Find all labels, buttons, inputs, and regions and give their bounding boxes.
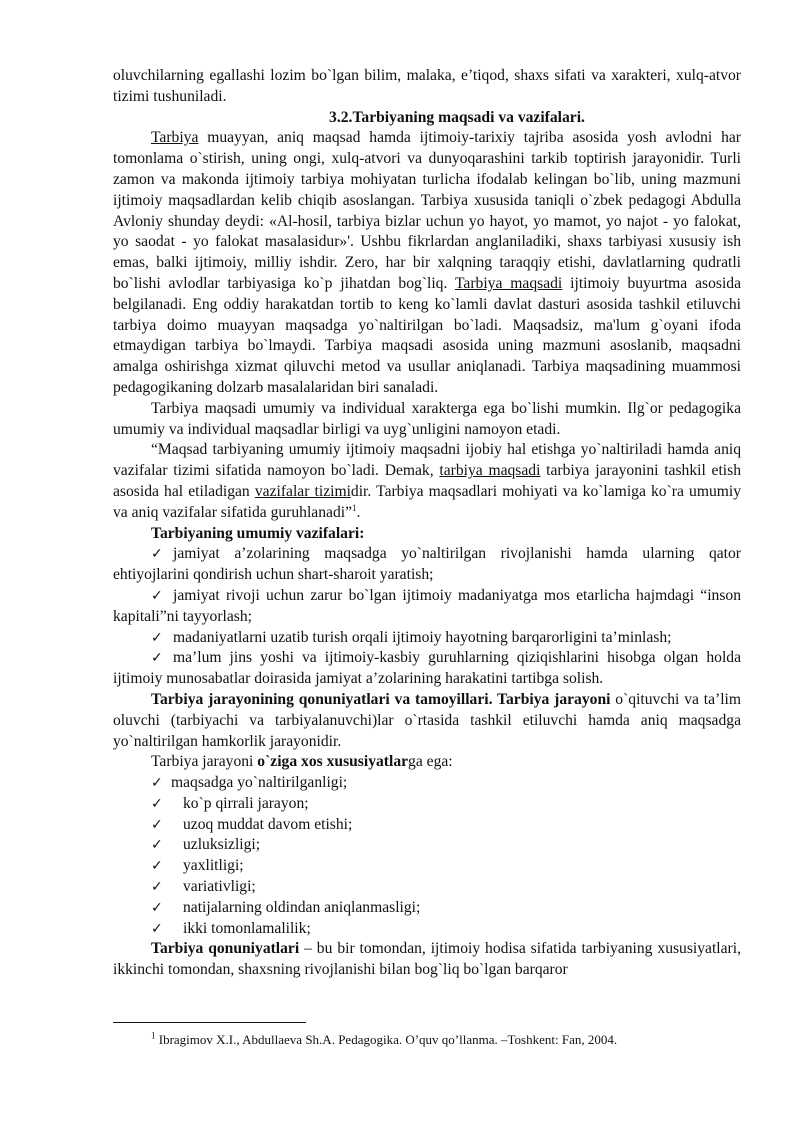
paragraph-text: o`qituvchi va ta’lim oluvchi (tarbiyachi va tarbiyalanuvchi)lar o`rtasida tashkil etiluvchi hamda aniq maqsadga yo`naltirilgan hamkorlik jarayonidir. [113,690,741,750]
paragraph-text: ga ega: [408,753,453,771]
paragraph-goal-types: Tarbiya maqsadi umumiy va individual xarakterga ega bo`lishi mumkin. Ilg`or pedagogika umumiy va individual maqsadlar birligi va uyg`unligini namoyon etadi. [113,399,741,438]
task-text: madaniyatlarni uzatib turish orqali ijtimoiy hayotning barqarorligini ta’minlash; [173,628,672,646]
paragraph-intro: oluvchilarning egallashi lozim bo`lgan bilim, malaka, e’tiqod, shaxs sifati va xarakteri, xulq-atvor tizimi tushuniladi. [113,67,741,105]
paragraph-quote [113,440,741,523]
check-icon: ✓ [151,858,163,875]
feature-item [113,877,741,898]
check-icon: ✓ [151,546,163,563]
feature-text: uzluksizligi; [183,836,261,854]
paragraph-features-intro [113,752,741,773]
paragraph-text: tarbiya jarayonini tashkil etish asosida hal etiladigan [113,462,741,500]
feature-text: ikki tomonlamalilik; [183,919,311,937]
feature-item [113,898,741,919]
feature-item [113,835,741,856]
feature-text: ko`p qirrali jarayon; [183,794,309,812]
check-icon: ✓ [151,650,163,667]
link-tarbiya-maqsadi[interactable]: Tarbiya maqsadi [455,274,563,292]
feature-item [113,815,741,836]
paragraph-text: – bu bir tomondan, ijtimoiy hodisa sifatida tarbiyaning xususiyatlari, ikkinchi tomondan, shaxsning rivojlanishi bilan bog`liq bo`lgan barqaror [113,940,741,979]
feature-item [113,794,741,815]
check-icon: ✓ [151,837,163,854]
feature-text: yaxlitligi; [183,857,244,875]
feature-text: natijalarning oldindan aniqlanmasligi; [183,898,421,916]
footnote-text: Ibragimov X.I., Abdullaeva Sh.A. Pedagogika. O’quv qo’llanma. –Toshkent: Fan, 2004. [155,1032,618,1047]
link-vazifalar-tizimi[interactable]: vazifalar tizimi [254,482,351,500]
check-icon: ✓ [151,816,163,833]
feature-text: variativligi; [183,878,256,896]
paragraph-text: muayyan, aniq maqsad hamda ijtimoiy-tarixiy tajriba asosida yosh avlodni har tomonlama o`stirish, uning ongi, xulq-atvori va dunyoqarashini tarkib toptirish jarayonidir. Turli zamon va makonda ijtimoiy tarbiya mohiyatan turlicha ifodalab kelingan bo`lib, uning mazmuni ijtimoiy maqsadlardan kelib chiqib asoslangan. Tarbiya xususida taniqli o`zbek pedagogi Abdulla Avloniy shunday deydi: «Al-hosil, tarbiya bizlar uchun yo hayot, yo mamot, yo najot - yo falokat, yo saodat - yo falokat masalasidur»'. Ushbu fikrlardan anglaniladiki, shaxs tarbiyasi xususiy ish emas, balki ijtimoiy, milliy ishdir. Zero, har bir xalqning taraqqiy etishi, davlatlarning qudratli bo`lishi avlodlar tarbiyasiga ko`p jihatdan bog`liq. [113,129,741,292]
section-heading: 3.2.Tarbiyaning maqsadi va vazifalari. [329,108,585,126]
paragraph-text: . [356,503,361,521]
footnote-divider [113,1022,306,1023]
check-icon: ✓ [151,920,163,937]
task-text: ma’lum jins yoshi va ijtimoiy-kasbiy guruhlarning qiziqishlarini hisobga olgan holda ijtimoiy munosabatlar doirasida jamiyat a’zolarining harakatini tartibga solish. [113,649,741,688]
check-icon: ✓ [151,587,163,604]
check-icon: ✓ [151,629,163,646]
document-body [113,66,741,981]
feature-text: uzoq muddat davom etishi; [183,815,353,833]
task-text: jamiyat a’zolarining maqsadga yo`naltirilgan rivojlanishi hamda ularning qator ehtiyojlarini qondirish uchun shart-sharoit yaratish; [113,545,741,584]
paragraph-laws [113,939,741,981]
paragraph-text: “Maqsad tarbiyaning umumiy ijtimoiy maqsadni ijobiy hal etishga yo`naltiriladi hamda aniq vazifalar tizimi sifatida namoyon bo`ladi. Demak, [113,441,741,480]
link-tarbiya[interactable]: Tarbiya [151,129,199,147]
bold-text: Tarbiya jarayonining qonuniyatlari va tamoyillari. Tarbiya jarayoni [151,690,611,708]
bold-text: o`ziga xos xususiyatlar [257,753,409,771]
footnote-number: 1 [151,1030,156,1041]
link-tarbiya-maqsadi-2[interactable]: tarbiya maqsadi [439,462,541,480]
tasks-title: Tarbiyaning umumiy vazifalari: [151,524,365,542]
feature-item [113,919,741,940]
bold-text: Tarbiya qonuniyatlari [151,940,300,958]
task-item [113,648,741,690]
feature-item [113,856,741,877]
task-item [113,544,741,586]
feature-item [113,773,741,794]
task-text: jamiyat rivoji uchun zarur bo`lgan ijtimoiy madaniyatga mos etarlicha hajmdagi “inson kapitali”ni tayyorlash; [113,586,741,625]
paragraph-process [113,690,741,752]
paragraph-text: ijtimoiy buyurtma asosida belgilanadi. Eng oddiy harakatdan tortib to keng ko`lamli davlat dasturi asosida tashkil etiluvchi tarbiya doimo muayyan maqsadga yo`naltirilgan bo`ladi. Maqsadsiz, ma'lum g`oyani ifoda etmaydigan tarbiya bo`lmaydi. Tarbiya maqsadi asosida uning mazmuni asoslanib, maqsadni amalga oshirishga xizmat qiluvchi metod va usullar aniqlanadi. Tarbiya maqsadining muammosi pedagogikaning dolzarb masalalaridan biri sanaladi. [113,274,742,396]
paragraph-text: dir. Tarbiya maqsadlari mohiyati va ko`lamiga ko`ra umumiy va aniq vazifalar sifatida guruhlanadi” [113,482,742,521]
footnote [151,1032,741,1048]
check-icon: ✓ [151,775,163,792]
paragraph-text: Tarbiya jarayoni [151,753,258,771]
footnote-ref[interactable]: 1 [352,502,357,513]
paragraph-tarbiya-definition [113,128,741,398]
check-icon: ✓ [151,899,163,916]
feature-text: maqsadga yo`naltirilganligi; [171,774,348,792]
check-icon: ✓ [151,795,163,812]
check-icon: ✓ [151,879,163,896]
task-item [113,586,741,628]
task-item [113,628,741,649]
